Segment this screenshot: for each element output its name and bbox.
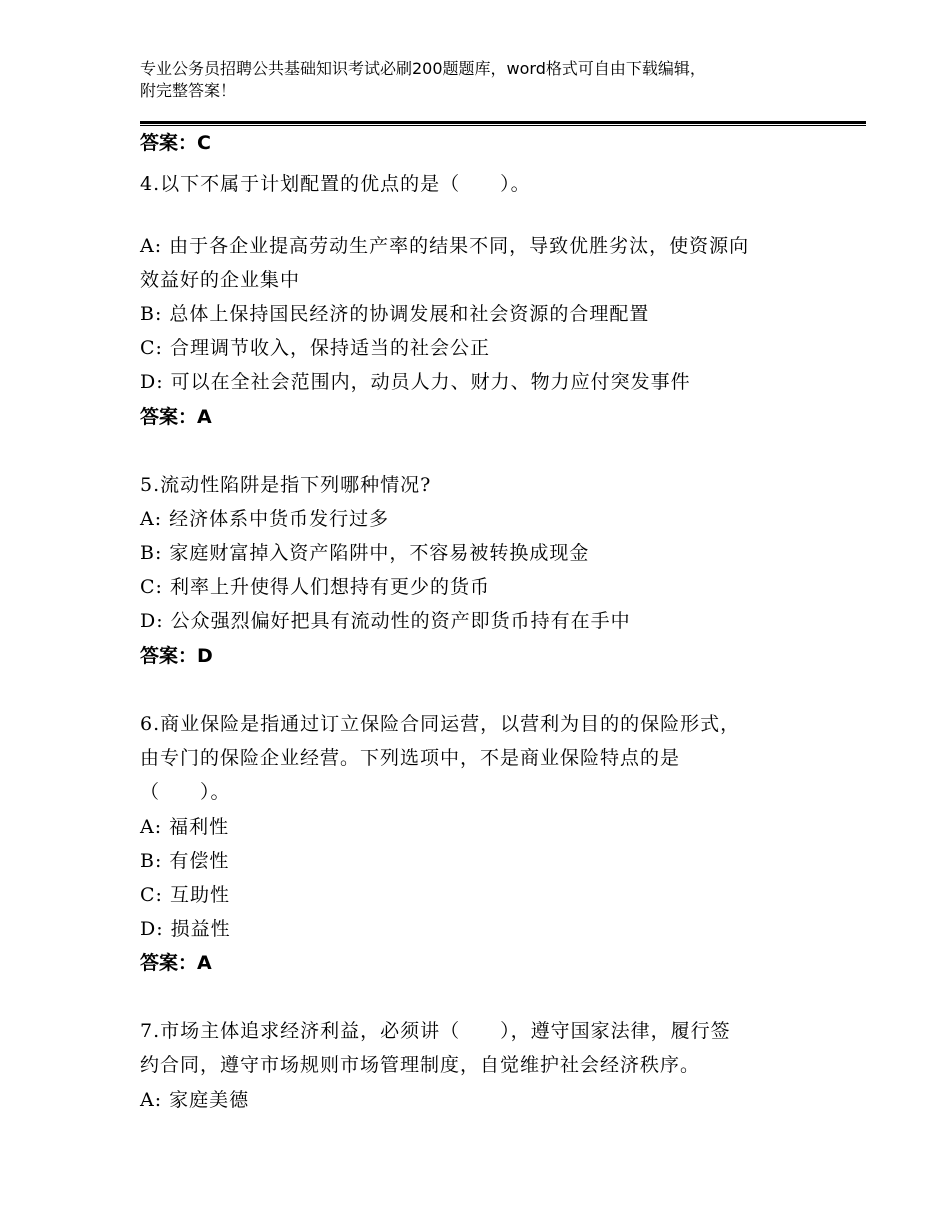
q4-answer: 答案：A <box>140 406 212 428</box>
q4-option-b: B: 总体上保持国民经济的协调发展和社会资源的合理配置 <box>140 303 650 325</box>
header-rule-thick <box>140 121 866 124</box>
q6-stem-line-2: 由专门的保险企业经营。下列选项中，不是商业保险特点的是 <box>140 747 681 769</box>
header-rule-thin <box>140 125 866 126</box>
q6-option-c: C: 互助性 <box>140 884 230 906</box>
q7-stem-line-2: 约合同，遵守市场规则市场管理制度，自觉维护社会经济秩序。 <box>140 1054 701 1076</box>
q5-option-d: D: 公众强烈偏好把具有流动性的资产即货币持有在手中 <box>140 610 631 632</box>
q6-option-d: D: 损益性 <box>140 918 231 940</box>
q4-stem-line-1: 4.以下不属于计划配置的优点的是（ ）。 <box>140 173 531 195</box>
q4-option-a-line-2: 效益好的企业集中 <box>140 269 301 291</box>
q5-option-a: A: 经济体系中货币发行过多 <box>140 508 390 530</box>
q6-answer: 答案：A <box>140 952 212 974</box>
q6-option-b: B: 有偿性 <box>140 850 230 872</box>
header-line-1: 专业公务员招聘公共基础知识考试必刷200题题库，word格式可自由下载编辑， <box>140 59 706 78</box>
q5-option-c: C: 利率上升使得人们想持有更少的货币 <box>140 576 490 598</box>
q5-option-b: B: 家庭财富掉入资产陷阱中，不容易被转换成现金 <box>140 542 590 564</box>
q6-stem-line-3: （ ）。 <box>140 781 231 803</box>
q7-stem-line-1: 7.市场主体追求经济利益，必须讲（ ），遵守国家法律，履行签 <box>140 1020 731 1042</box>
q7-option-a: A: 家庭美德 <box>140 1089 250 1111</box>
header-line-2: 附完整答案！ <box>140 81 237 100</box>
q5-answer: 答案：D <box>140 645 213 667</box>
q4-option-d: D: 可以在全社会范围内，动员人力、财力、物力应付突发事件 <box>140 371 691 393</box>
q6-stem-line-1: 6.商业保险是指通过订立保险合同运营，以营利为目的的保险形式， <box>140 713 741 735</box>
page-header <box>140 58 840 102</box>
q4-option-a-line-1: A: 由于各企业提高劳动生产率的结果不同，导致优胜劣汰，使资源向 <box>140 235 750 257</box>
answer-prev: 答案：C <box>140 132 211 154</box>
q4-option-c: C: 合理调节收入，保持适当的社会公正 <box>140 337 490 359</box>
q6-option-a: A: 福利性 <box>140 816 230 838</box>
q5-stem-line-1: 5.流动性陷阱是指下列哪种情况? <box>140 474 432 496</box>
